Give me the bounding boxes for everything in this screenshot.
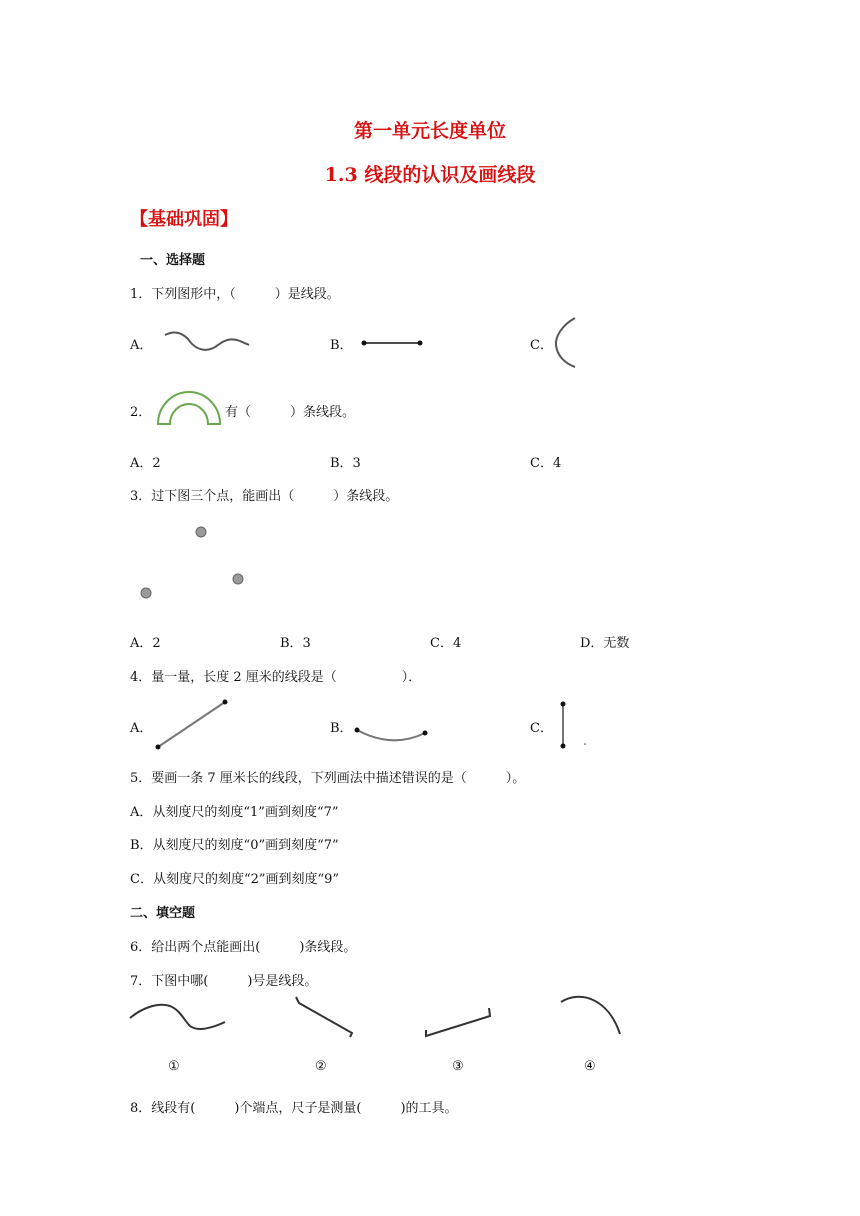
question-2-number: 2． — [130, 405, 152, 420]
q4-vertical-segment-figure — [556, 700, 591, 752]
lesson-title: 1.3 线段的认识及画线段 — [324, 164, 536, 186]
question-3: 3．过下图三个点，能画出（ ）条线段。 — [130, 489, 399, 504]
question-7: 7．下图中哪( )号是线段。 — [130, 974, 318, 989]
q3-option-d: D．无数 — [580, 636, 630, 651]
q7-label-1: ① — [168, 1059, 180, 1074]
question-8: 8．线段有( )个端点，尺子是测量( )的工具。 — [130, 1101, 458, 1116]
question-5: 5．要画一条 7 厘米长的线段，下列画法中描述错误的是（ ）。 — [130, 771, 526, 786]
q4-option-a-label: A． — [130, 721, 153, 736]
part1-title: 一、选择题 — [140, 253, 206, 268]
q2-option-b: B．3 — [330, 456, 361, 471]
question-1: 1．下列图形中，（ ）是线段。 — [130, 287, 340, 302]
q5-option-c: C．从刻度尺的刻度“2”画到刻度“9” — [130, 872, 340, 887]
q1-option-c-label: C． — [530, 338, 553, 353]
q5-option-b: B．从刻度尺的刻度“0”画到刻度“7” — [130, 838, 339, 853]
question-2: 有（ ）条线段。 — [225, 405, 356, 420]
q2-option-c: C．4 — [530, 456, 562, 471]
q3-option-c: C．4 — [430, 636, 462, 651]
q5-option-a: A．从刻度尺的刻度“1”画到刻度“7” — [130, 805, 339, 820]
q4-option-b-label: B． — [330, 721, 353, 736]
part2-title: 二、填空题 — [130, 906, 196, 921]
q1-wavy-line-figure — [160, 325, 255, 360]
q1-line-segment-figure — [360, 338, 425, 350]
q3-option-b: B．3 — [280, 636, 311, 651]
q4-curve-figure — [352, 723, 432, 745]
q1-arc-figure — [550, 315, 580, 370]
question-4: 4．量一量，长度 2 厘米的线段是（ ）． — [130, 670, 422, 685]
q7-label-4: ④ — [584, 1059, 596, 1074]
q4-option-c-label: C． — [530, 721, 553, 736]
q1-option-a-label: A． — [130, 338, 153, 353]
q7-figure-1-wavy — [128, 992, 228, 1037]
q3-option-a: A．2 — [130, 636, 161, 651]
section-title: 【基础巩固】 — [130, 209, 238, 230]
q7-figure-2-bent-line — [292, 995, 357, 1037]
q3-three-points-figure — [135, 520, 255, 605]
q7-label-3: ③ — [452, 1059, 464, 1074]
q1-option-b-label: B． — [330, 338, 353, 353]
q4-diagonal-segment-figure — [152, 697, 232, 752]
q2-arch-figure — [155, 388, 223, 428]
unit-title: 第一单元长度单位 — [353, 120, 506, 142]
q7-figure-3-bracket-line — [420, 1002, 495, 1036]
q7-figure-4-arc — [558, 990, 628, 1038]
q2-option-a: A．2 — [130, 456, 161, 471]
q7-label-2: ② — [315, 1059, 327, 1074]
question-6: 6．给出两个点能画出( )条线段。 — [130, 940, 357, 955]
